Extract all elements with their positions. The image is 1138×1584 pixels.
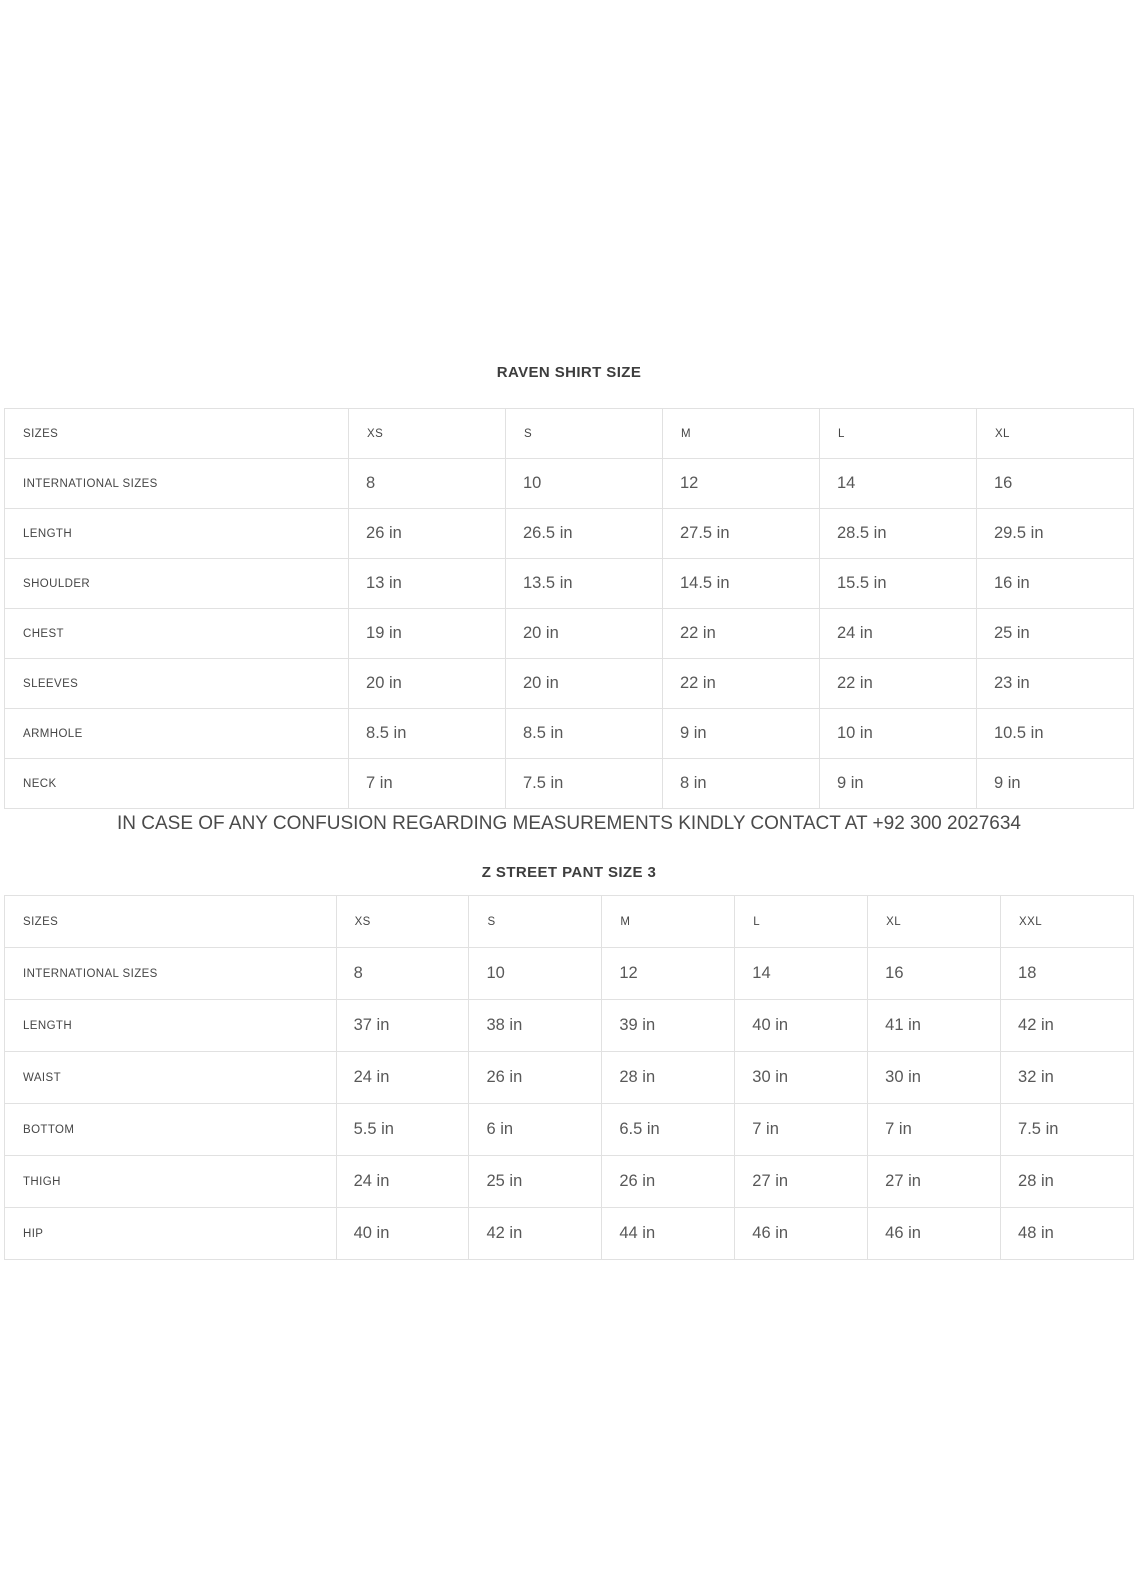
measurement-value: 20 in [506, 609, 663, 659]
row-label: HIP [5, 1208, 337, 1260]
table-row [5, 1156, 1134, 1208]
measurement-value: 26 in [602, 1156, 735, 1208]
measurement-value: 19 in [349, 609, 506, 659]
table-row [5, 1208, 1134, 1260]
measurement-value: 28 in [602, 1052, 735, 1104]
measurement-value: 14.5 in [662, 559, 819, 609]
measurement-value: 29.5 in [976, 509, 1133, 559]
measurement-value: 39 in [602, 1000, 735, 1052]
column-header-label: SIZES [5, 896, 337, 948]
measurement-value: 27 in [868, 1156, 1001, 1208]
table-row [5, 1104, 1134, 1156]
measurement-value: 38 in [469, 1000, 602, 1052]
table-row [5, 659, 1134, 709]
pant-size-table [4, 895, 1134, 1260]
table-row [5, 509, 1134, 559]
row-label: ARMHOLE [5, 709, 349, 759]
measurement-contact-note: IN CASE OF ANY CONFUSION REGARDING MEASUREMENTS KINDLY CONTACT AT +92 300 2027634 [116, 813, 1021, 834]
measurement-value: 8 [349, 459, 506, 509]
table-row [5, 948, 1134, 1000]
measurement-value: 28 in [1001, 1156, 1134, 1208]
measurement-value: 10 in [819, 709, 976, 759]
shirt-size-table [4, 408, 1134, 809]
measurement-value: 27 in [735, 1156, 868, 1208]
measurement-value: 22 in [819, 659, 976, 709]
measurement-value: 16 in [976, 559, 1133, 609]
measurement-value: 44 in [602, 1208, 735, 1260]
measurement-value: 6 in [469, 1104, 602, 1156]
row-label: THIGH [5, 1156, 337, 1208]
column-header-size: XXL [1001, 896, 1134, 948]
measurement-value: 10 [469, 948, 602, 1000]
table-row [5, 1000, 1134, 1052]
measurement-value: 41 in [868, 1000, 1001, 1052]
measurement-value: 7 in [735, 1104, 868, 1156]
measurement-value: 46 in [868, 1208, 1001, 1260]
measurement-value: 7.5 in [1001, 1104, 1134, 1156]
column-header-size: XL [976, 409, 1133, 459]
table-header-row [5, 409, 1134, 459]
table-row [5, 609, 1134, 659]
table-row [5, 559, 1134, 609]
measurement-value: 27.5 in [662, 509, 819, 559]
measurement-value: 12 [602, 948, 735, 1000]
measurement-value: 42 in [469, 1208, 602, 1260]
measurement-value: 7 in [868, 1104, 1001, 1156]
measurement-value: 13 in [349, 559, 506, 609]
measurement-value: 22 in [662, 609, 819, 659]
measurement-value: 40 in [336, 1208, 469, 1260]
table-row [5, 1052, 1134, 1104]
row-label: INTERNATIONAL SIZES [5, 948, 337, 1000]
measurement-value: 9 in [819, 759, 976, 809]
measurement-value: 24 in [819, 609, 976, 659]
measurement-value: 8 [336, 948, 469, 1000]
row-label: CHEST [5, 609, 349, 659]
measurement-value: 37 in [336, 1000, 469, 1052]
column-header-size: S [506, 409, 663, 459]
measurement-value: 6.5 in [602, 1104, 735, 1156]
column-header-label: SIZES [5, 409, 349, 459]
row-label: WAIST [5, 1052, 337, 1104]
measurement-value: 15.5 in [819, 559, 976, 609]
measurement-value: 8.5 in [349, 709, 506, 759]
measurement-value: 13.5 in [506, 559, 663, 609]
column-header-size: S [469, 896, 602, 948]
shirt-table-title: RAVEN SHIRT SIZE [496, 364, 642, 381]
column-header-size: XL [868, 896, 1001, 948]
measurement-value: 18 [1001, 948, 1134, 1000]
measurement-value: 8.5 in [506, 709, 663, 759]
measurement-value: 28.5 in [819, 509, 976, 559]
measurement-value: 10.5 in [976, 709, 1133, 759]
measurement-value: 42 in [1001, 1000, 1134, 1052]
measurement-value: 48 in [1001, 1208, 1134, 1260]
column-header-size: M [662, 409, 819, 459]
row-label: LENGTH [5, 1000, 337, 1052]
column-header-size: XS [336, 896, 469, 948]
measurement-value: 10 [506, 459, 663, 509]
measurement-value: 14 [735, 948, 868, 1000]
measurement-value: 7.5 in [506, 759, 663, 809]
measurement-value: 26 in [349, 509, 506, 559]
row-label: INTERNATIONAL SIZES [5, 459, 349, 509]
pant-table-title: Z STREET PANT SIZE 3 [481, 864, 657, 881]
measurement-value: 26 in [469, 1052, 602, 1104]
measurement-value: 9 in [976, 759, 1133, 809]
table-row [5, 709, 1134, 759]
table-header-row [5, 896, 1134, 948]
column-header-size: XS [349, 409, 506, 459]
measurement-value: 5.5 in [336, 1104, 469, 1156]
row-label: NECK [5, 759, 349, 809]
measurement-value: 20 in [506, 659, 663, 709]
column-header-size: M [602, 896, 735, 948]
row-label: BOTTOM [5, 1104, 337, 1156]
measurement-value: 20 in [349, 659, 506, 709]
row-label: SHOULDER [5, 559, 349, 609]
measurement-value: 8 in [662, 759, 819, 809]
measurement-value: 46 in [735, 1208, 868, 1260]
measurement-value: 22 in [662, 659, 819, 709]
measurement-value: 7 in [349, 759, 506, 809]
measurement-value: 16 [868, 948, 1001, 1000]
column-header-size: L [735, 896, 868, 948]
measurement-value: 40 in [735, 1000, 868, 1052]
row-label: LENGTH [5, 509, 349, 559]
measurement-value: 24 in [336, 1156, 469, 1208]
measurement-value: 24 in [336, 1052, 469, 1104]
measurement-value: 30 in [735, 1052, 868, 1104]
measurement-value: 25 in [976, 609, 1133, 659]
row-label: SLEEVES [5, 659, 349, 709]
measurement-value: 12 [662, 459, 819, 509]
measurement-value: 14 [819, 459, 976, 509]
measurement-value: 32 in [1001, 1052, 1134, 1104]
measurement-value: 23 in [976, 659, 1133, 709]
measurement-value: 30 in [868, 1052, 1001, 1104]
table-row [5, 459, 1134, 509]
measurement-value: 9 in [662, 709, 819, 759]
measurement-value: 25 in [469, 1156, 602, 1208]
column-header-size: L [819, 409, 976, 459]
measurement-value: 26.5 in [506, 509, 663, 559]
table-row [5, 759, 1134, 809]
measurement-value: 16 [976, 459, 1133, 509]
